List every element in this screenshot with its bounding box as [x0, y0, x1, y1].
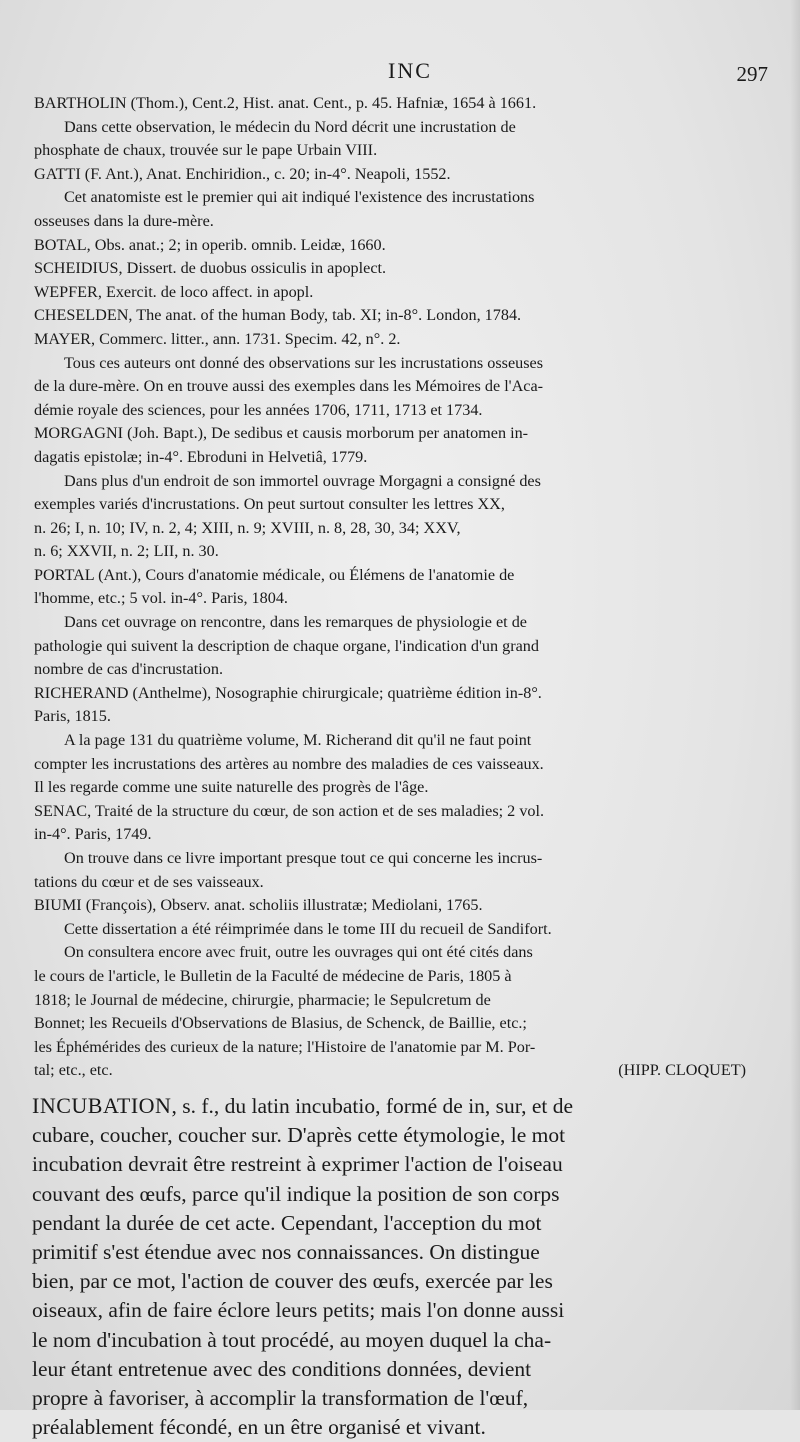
article-line: primitif s'est étendue avec nos connaissances. On distingue: [32, 1239, 540, 1264]
text-line: On trouve dans ce livre important presque tout ce qui concerne les incrus-: [64, 849, 543, 867]
text-line: MAYER, Commerc. litter., ann. 1731. Specim. 42, n°. 2.: [34, 329, 401, 348]
text-line: WEPFER, Exercit. de loco affect. in apopl.: [34, 282, 314, 301]
text-line: Dans plus d'un endroit de son immortel ouvrage Morgagni a consigné des: [64, 471, 541, 490]
text-line: BOTAL, Obs. anat.; 2; in operib. omnib. Leidæ, 1660.: [34, 235, 386, 254]
text-line: démie royale des sciences, pour les années 1706, 1711, 1713 et 1734.: [34, 400, 483, 419]
bibliography-block: [34, 92, 786, 1083]
text-line: phosphate de chaux, trouvée sur le pape Urbain VIII.: [34, 141, 378, 160]
text-line: Dans cette observation, le médecin du Nord décrit une incrustation de: [64, 117, 516, 136]
text-line: Tous ces auteurs ont donné des observations sur les incrustations osseuses: [64, 353, 544, 372]
text-line: MORGAGNI (Joh. Bapt.), De sedibus et causis morborum per anatomen in-: [34, 424, 529, 443]
article-line: bien, par ce mot, l'action de couver des œufs, exercée par les: [32, 1269, 553, 1294]
text-line: Il les regarde comme une suite naturelle des progrès de l'âge.: [34, 778, 429, 797]
text-line: A la page 131 du quatrième volume, M. Richerand dit qu'il ne faut point: [64, 731, 532, 750]
article-incubation: [34, 1091, 786, 1442]
text-line: dagatis epistolæ; in-4°. Ebroduni in Helvetiâ, 1779.: [34, 447, 368, 466]
text-line: exemples variés d'incrustations. On peut surtout consulter les lettres XX,: [34, 495, 505, 514]
article-line: propre à favoriser, à accomplir la transformation de l'œuf,: [32, 1385, 529, 1410]
text-line: Cette dissertation a été réimprimée dans le tome III du recueil de Sandifort.: [64, 919, 552, 938]
article-line: leur étant entretenue avec des conditions données, devient: [32, 1356, 532, 1381]
text-line: tations du cœur et de ses vaisseaux.: [34, 872, 264, 891]
text-line: nombre de cas d'incrustation.: [34, 660, 224, 679]
article-line: oiseaux, afin de faire éclore leurs petits; mais l'on donne aussi: [32, 1298, 565, 1323]
text-line: SENAC, Traité de la structure du cœur, de son action et de ses maladies; 2 vol.: [34, 801, 545, 820]
text-line: les Éphémérides des curieux de la nature; l'Histoire de l'anatomie par M. Por-: [34, 1037, 536, 1056]
text-line: n. 6; XXVII, n. 2; LII, n. 30.: [34, 542, 219, 561]
text-line: CHESELDEN, The anat. of the human Body, tab. XI; in-8°. London, 1784.: [34, 306, 522, 325]
text-line: BARTHOLIN (Thom.), Cent.2, Hist. anat. Cent., p. 45. Hafniæ, 1654 à 1661.: [34, 94, 537, 112]
text-line: SCHEIDIUS, Dissert. de duobus ossiculis in apoplect.: [34, 259, 387, 278]
page-header: [34, 58, 786, 92]
text-line: 1818; le Journal de médecine, chirurgie, pharmacie; le Sepulcretum de: [34, 990, 491, 1009]
text-line: On consultera encore avec fruit, outre les ouvrages qui ont été cités dans: [64, 943, 533, 962]
text-line: n. 26; I, n. 10; IV, n. 2, 4; XIII, n. 9; XVIII, n. 8, 28, 30, 34; XXV,: [34, 518, 461, 537]
running-head: INC: [388, 58, 432, 83]
article-line: [32, 1091, 786, 1121]
text-line: compter les incrustations des artères au nombre des maladies de ces vaisseaux.: [34, 754, 544, 773]
text-line: le cours de l'article, le Bulletin de la Faculté de médecine de Paris, 1805 à: [34, 966, 512, 985]
text-line: l'homme, etc.; 5 vol. in-4°. Paris, 1804.: [34, 589, 288, 608]
article-heading: INCUBATION: [32, 1092, 172, 1118]
article-line: incubation devrait être restreint à exprimer l'action de l'oiseau: [32, 1152, 563, 1177]
text-line: [34, 1059, 786, 1083]
text-line: Cet anatomiste est le premier qui ait indiqué l'existence des incrustations: [64, 188, 535, 207]
text-line: pathologie qui suivent la description de chaque organe, l'indication d'un grand: [34, 636, 539, 655]
article-line: couvant des œufs, parce qu'il indique la position de son corps: [32, 1181, 560, 1206]
text-line: GATTI (F. Ant.), Anat. Enchiridion., c. 20; in-4°. Neapoli, 1552.: [34, 164, 451, 183]
author-signature: (HIPP. CLOQUET): [618, 1061, 746, 1080]
text-line: de la dure-mère. On en trouve aussi des exemples dans les Mémoires de l'Aca-: [34, 377, 544, 396]
text-line: Bonnet; les Recueils d'Observations de Blasius, de Schenck, de Baillie, etc.;: [34, 1014, 527, 1033]
article-line-text: , s. f., du latin incubatio, formé de in, sur, et de: [171, 1093, 574, 1118]
article-line: le nom d'incubation à tout procédé, au moyen duquel la cha-: [32, 1327, 552, 1352]
page-number: 297: [736, 62, 768, 86]
text-line: osseuses dans la dure-mère.: [34, 211, 214, 230]
text-line: Paris, 1815.: [34, 707, 111, 726]
page-edge-shadow: [790, 0, 800, 1410]
text-line: BIUMI (François), Observ. anat. scholiis illustratæ; Mediolani, 1765.: [34, 896, 483, 915]
article-line: préalablement fécondé, en un être organisé et vivant.: [32, 1415, 486, 1440]
article-line: pendant la durée de cet acte. Cependant, l'acception du mot: [32, 1210, 542, 1235]
text-line: Dans cet ouvrage on rencontre, dans les remarques de physiologie et de: [64, 613, 527, 632]
text-line: PORTAL (Ant.), Cours d'anatomie médicale, ou Élémens de l'anatomie de: [34, 565, 515, 584]
article-line: cubare, coucher, coucher sur. D'après cette étymologie, le mot: [32, 1123, 566, 1148]
text-line-content: tal; etc., etc.: [34, 1061, 113, 1080]
text-line: RICHERAND (Anthelme), Nosographie chirurgicale; quatrième édition in-8°.: [34, 683, 542, 702]
text-line: in-4°. Paris, 1749.: [34, 825, 152, 844]
